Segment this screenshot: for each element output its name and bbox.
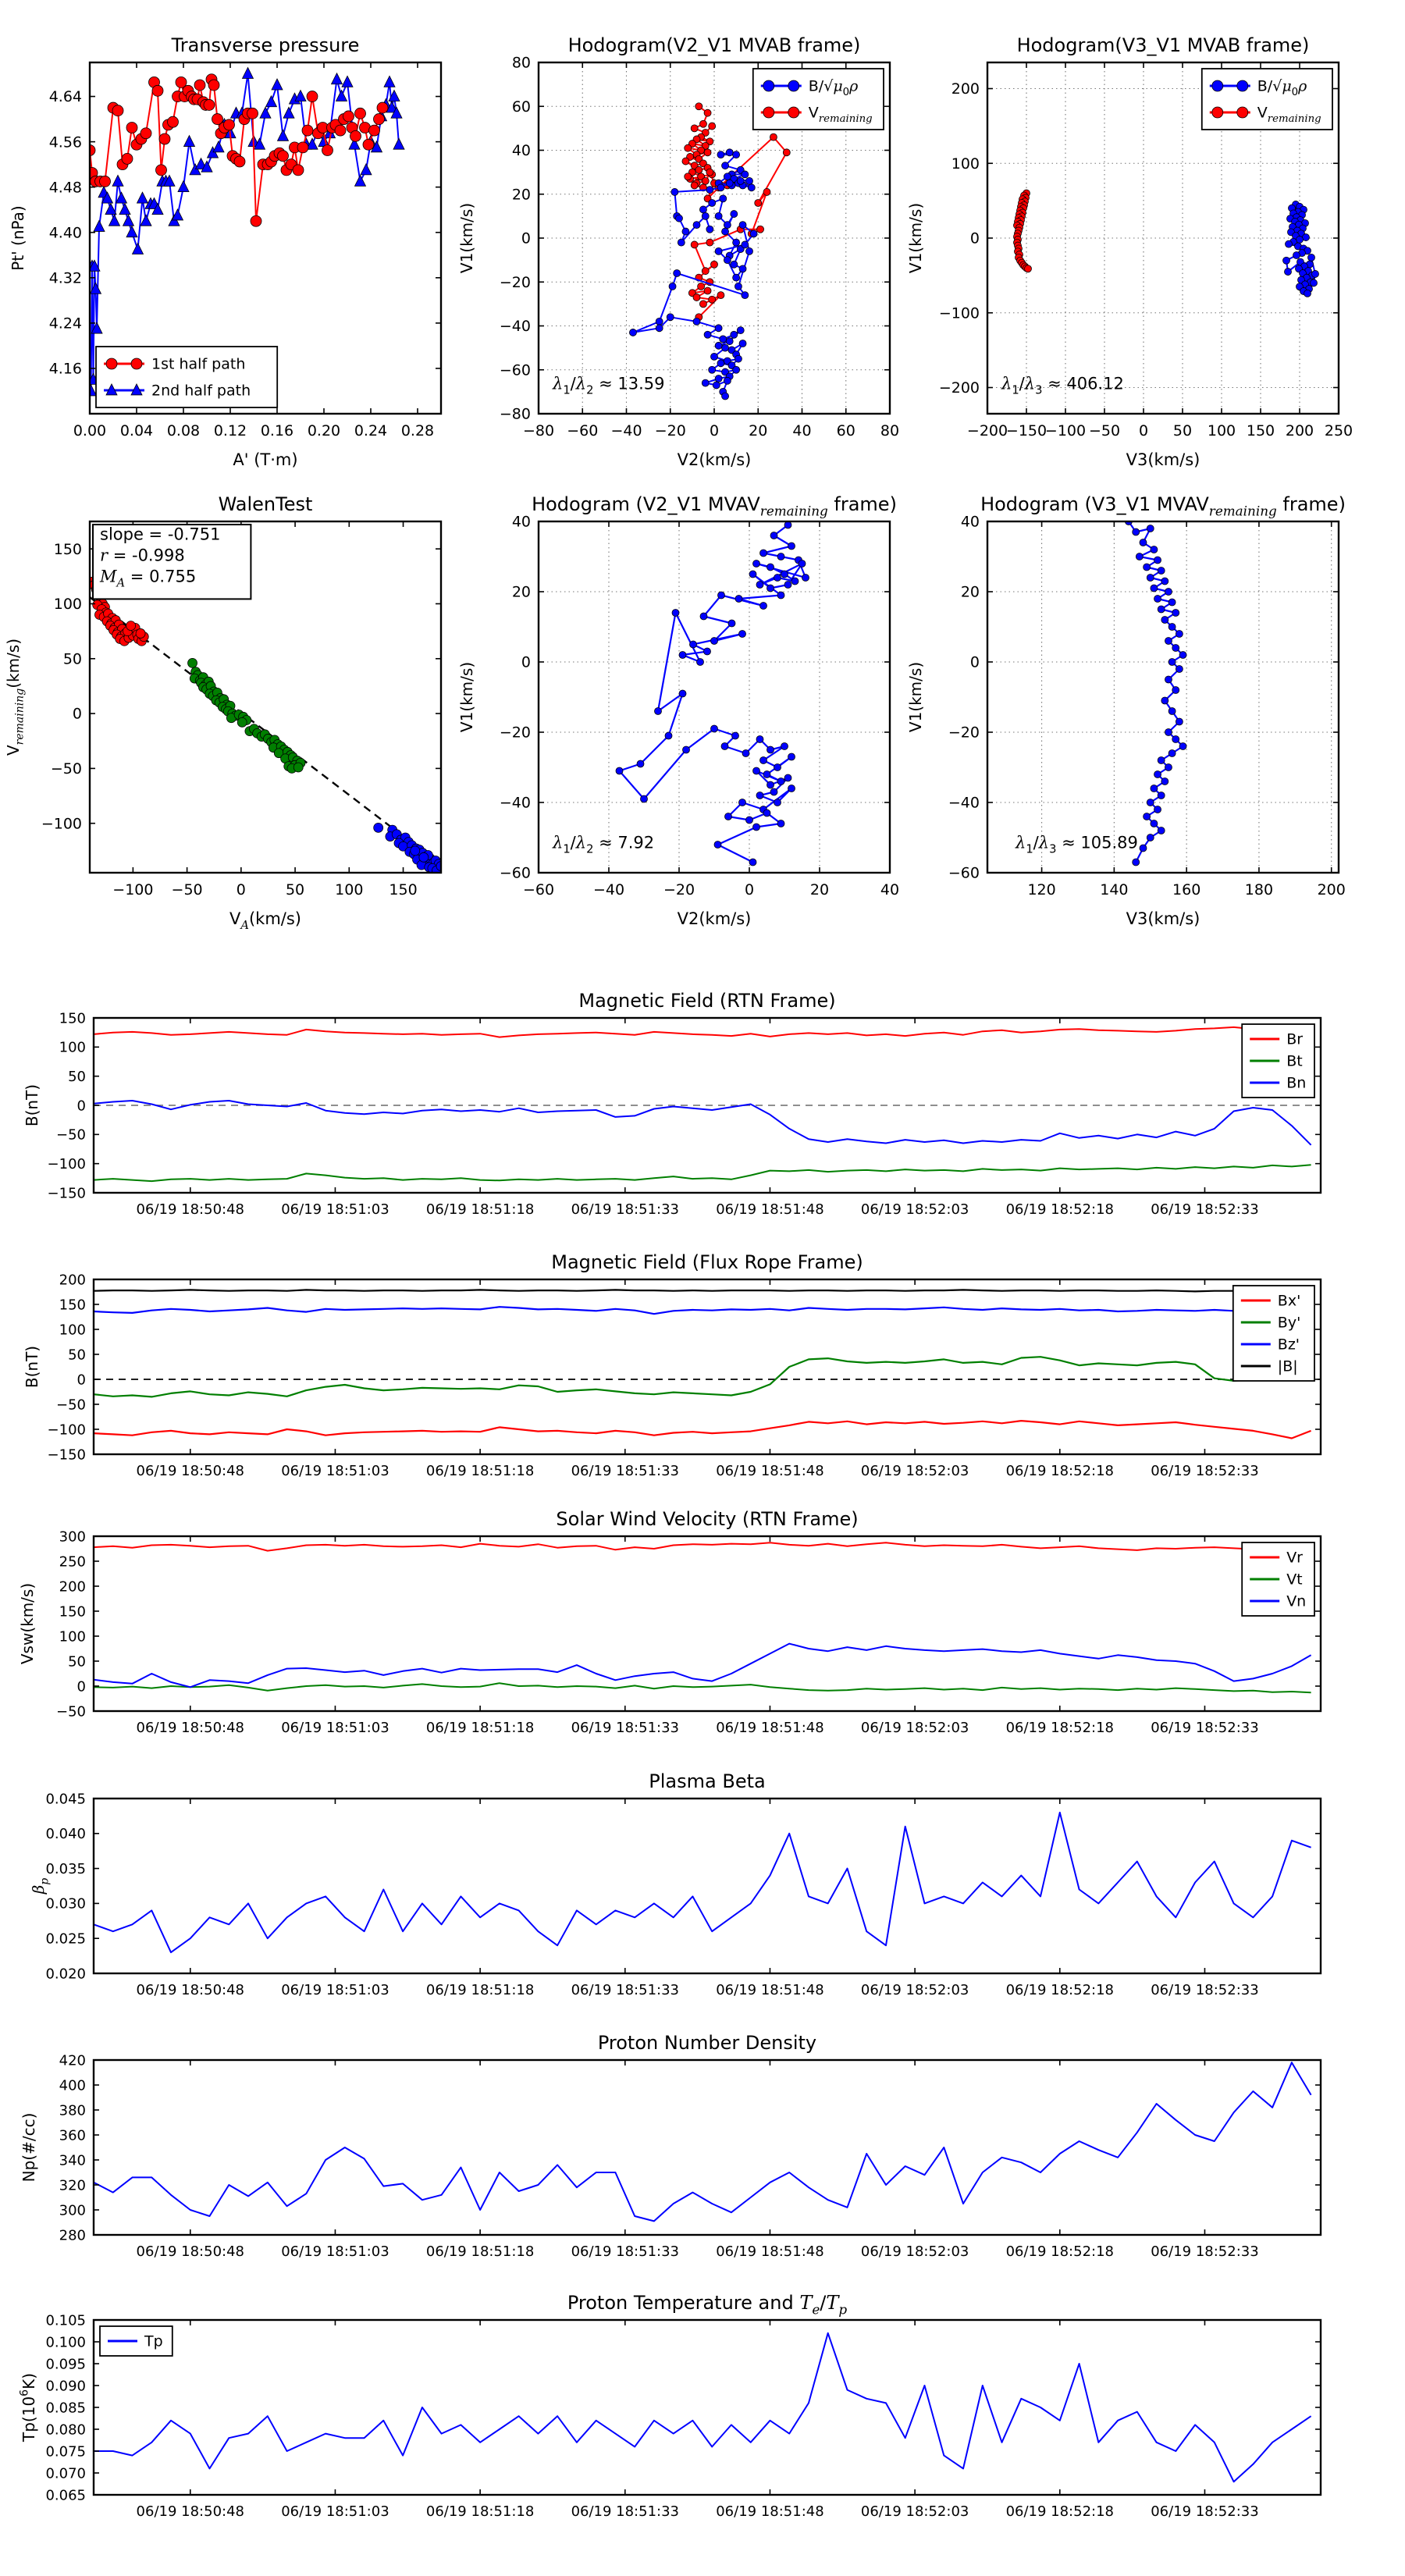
hod_b3-series-b-alfven (1283, 201, 1319, 297)
pt-ytick: 4.32 (48, 269, 82, 287)
pt-xtick: 0.24 (354, 422, 388, 439)
vsw-ytick: 100 (59, 1628, 86, 1646)
hod_v2-series-v-hodogram (616, 521, 809, 866)
hod_b3-ytick: −100 (938, 304, 980, 322)
beta-ytick: 0.025 (45, 1930, 86, 1948)
vsw-series-Vr (94, 1542, 1311, 1551)
hod_b2-svg (449, 16, 905, 519)
tp-title: Proton Temperature and $T_e/T_p$ (567, 2292, 848, 2318)
hod_b2-ylabel: V1(km/s) (457, 202, 476, 274)
b_fr-ytick: 0 (76, 1372, 86, 1389)
chart-proton-temperature (0, 2285, 1405, 2566)
vsw-xtick: 06/19 18:51:03 (281, 1720, 389, 1736)
beta-ytick: 0.020 (45, 1966, 86, 1983)
pt-ytick: 4.64 (48, 88, 82, 106)
hod_v2-title: Hodogram (V2_V1 $MVAV_{remaining}$ frame) (532, 493, 897, 519)
hod_b3-xtick: 250 (1324, 422, 1353, 439)
pt-ytick: 4.48 (48, 179, 82, 197)
hod_b3-xtick: −200 (966, 422, 1008, 439)
hod_v2-xtick: 20 (809, 881, 830, 898)
hod_v2-xtick: −20 (663, 881, 695, 898)
hod_b3-xtick: 100 (1207, 422, 1236, 439)
hod_v3-ytick: −40 (948, 794, 980, 812)
b_rtn-series-Bn (94, 1101, 1311, 1145)
b_fr-series-Bz (94, 1307, 1311, 1314)
walen-ytick: 50 (62, 650, 82, 668)
vsw-xtick: 06/19 18:52:33 (1151, 1720, 1259, 1736)
b_rtn-ytick: 50 (68, 1068, 86, 1085)
pt-ytick: 4.40 (48, 224, 82, 242)
tp-legend-label: Tp (144, 2332, 163, 2350)
walen-xtick: −50 (171, 881, 203, 898)
tp-ytick: 0.095 (45, 2356, 86, 2373)
vsw-ytick: 0 (76, 1678, 86, 1695)
chart-hodogram-v2v1-mvav (449, 475, 905, 978)
hod_v2-ytick: 0 (521, 653, 531, 671)
np-ytick: 400 (59, 2077, 86, 2094)
hod_b2-legend-label: $B/√\mu_0\rho$ (808, 77, 859, 98)
hod_b2-ytick: −40 (499, 318, 531, 336)
pt-xlabel: A' (T·m) (233, 450, 298, 469)
np-xtick: 06/19 18:51:48 (716, 2243, 824, 2260)
np-svg (0, 2025, 1405, 2286)
b_fr-ytick: −50 (56, 1397, 86, 1414)
vsw-ytick: 300 (59, 1528, 86, 1546)
b_fr-svg (0, 1244, 1405, 1506)
beta-ytick: 0.045 (45, 1791, 86, 1808)
hod_v2-ytick: 20 (511, 583, 531, 601)
chart-walen-test (0, 475, 515, 978)
beta-xtick: 06/19 18:51:48 (716, 1982, 824, 1998)
hod_b3-xtick: 150 (1246, 422, 1275, 439)
walen-ytick: −50 (50, 760, 82, 778)
hod_v2-ytick: −20 (499, 724, 531, 742)
walen-series-middle-third (188, 658, 305, 773)
hod_v3-xlabel: V3(km/s) (1126, 909, 1200, 928)
hod_b3-xtick: 0 (1138, 422, 1149, 439)
b_fr-legend-label: By' (1277, 1314, 1301, 1332)
beta-xtick: 06/19 18:52:03 (860, 1982, 969, 1998)
hod_v2-ylabel: V1(km/s) (457, 661, 476, 733)
np-series-Np (94, 2062, 1311, 2221)
walen-textbox-line: slope = -0.751 (100, 525, 221, 544)
b_rtn-xtick: 06/19 18:51:33 (571, 1201, 680, 1218)
pt-xtick: 0.16 (260, 422, 294, 439)
beta-ytick: 0.035 (45, 1860, 86, 1877)
hod_b3-xlabel: V3(km/s) (1126, 450, 1200, 469)
pt-ytick: 4.24 (48, 315, 82, 333)
hod_b3-ytick: 100 (951, 155, 980, 173)
hod_b2-xtick: 0 (709, 422, 720, 439)
hod_b3-ytick: 200 (951, 80, 980, 98)
beta-xtick: 06/19 18:51:18 (425, 1982, 535, 1998)
hod_b2-ytick: 0 (521, 229, 531, 247)
hod_b3-legend-label: $V_{remaining}$ (1257, 104, 1321, 125)
hod_b3-xtick: −100 (1044, 422, 1087, 439)
hod_b2-xtick: −60 (567, 422, 599, 439)
beta-ytick: 0.030 (45, 1895, 86, 1912)
b_rtn-ytick: −150 (47, 1185, 86, 1202)
pt-ytick: 4.56 (48, 133, 82, 151)
vsw-series-Vn (94, 1644, 1311, 1688)
b_fr-xtick: 06/19 18:51:48 (716, 1463, 824, 1479)
chart-magnetic-field-fluxrope (0, 1244, 1405, 1506)
hod_b3-ylabel: V1(km/s) (906, 202, 925, 274)
b_rtn-series-Br (94, 1027, 1311, 1037)
hod_v3-xtick: 160 (1172, 881, 1201, 898)
beta-ytick: 0.040 (45, 1826, 86, 1843)
hod_b3-xtick: −50 (1088, 422, 1121, 439)
walen-ytick: 0 (72, 705, 82, 723)
chart-magnetic-field-rtn (0, 983, 1405, 1244)
vsw-ytick: 250 (59, 1553, 86, 1571)
hod_b3-xtick: −150 (1005, 422, 1048, 439)
hod_b2-ytick: −80 (499, 405, 531, 423)
hod_b2-legend-label: $V_{remaining}$ (808, 104, 873, 125)
np-xtick: 06/19 18:52:33 (1151, 2243, 1259, 2260)
hod_b3-xtick: 50 (1172, 422, 1193, 439)
hod_b2-ytick: −60 (499, 361, 531, 379)
tp-xtick: 06/19 18:52:33 (1151, 2503, 1259, 2520)
b_fr-xtick: 06/19 18:52:18 (1005, 1463, 1115, 1479)
tp-legend (100, 2326, 173, 2356)
beta-title: Plasma Beta (649, 1770, 766, 1792)
hod_b2-xtick: −80 (522, 422, 555, 439)
hod_v2-xtick: 40 (880, 881, 900, 898)
hod_v2-ytick: −40 (499, 794, 531, 812)
hod_v2-svg (449, 475, 905, 978)
b_rtn-ytick: 150 (59, 1010, 86, 1027)
vsw-ytick: 150 (59, 1603, 86, 1621)
hod_b3-ytick: 0 (969, 229, 980, 247)
hod_v2-xlabel: V2(km/s) (677, 909, 752, 928)
pt-ytick: 4.16 (48, 360, 82, 378)
tp-svg (0, 2285, 1405, 2566)
b_fr-ytick: −150 (47, 1446, 86, 1464)
tp-ytick: 0.070 (45, 2465, 86, 2482)
b_rtn-svg (0, 983, 1405, 1244)
chart-hodogram-v3v1-mvab (898, 16, 1374, 519)
np-ylabel: Np(#/cc) (20, 2112, 38, 2183)
vsw-xtick: 06/19 18:51:48 (716, 1720, 824, 1736)
np-xtick: 06/19 18:52:18 (1005, 2243, 1115, 2260)
np-ytick: 300 (59, 2202, 86, 2219)
np-ytick: 280 (59, 2227, 86, 2244)
walen-xtick: 150 (389, 881, 418, 898)
b_fr-legend-label: Bx' (1277, 1292, 1301, 1310)
vsw-xtick: 06/19 18:52:18 (1005, 1720, 1115, 1736)
walen-textbox-line: r = -0.998 (100, 546, 185, 565)
tp-ytick: 0.090 (45, 2378, 86, 2395)
hod_v3-ytick: 20 (960, 583, 980, 601)
walen-textbox-line: $M_A = 0.755$ (100, 567, 197, 590)
pt-xtick: 0.00 (73, 422, 107, 439)
b_fr-ytick: 200 (59, 1272, 86, 1289)
hod_b2-xtick: −20 (654, 422, 686, 439)
hod_b3-legend (1202, 69, 1332, 130)
b_fr-xtick: 06/19 18:51:33 (571, 1463, 680, 1479)
np-title: Proton Number Density (597, 2032, 817, 2054)
tp-ytick: 0.085 (45, 2400, 86, 2417)
vsw-xtick: 06/19 18:51:33 (571, 1720, 680, 1736)
hod_v2-xtick: −40 (592, 881, 625, 898)
b_rtn-legend (1242, 1024, 1314, 1098)
b_fr-ytick: 150 (59, 1297, 86, 1314)
pt-legend (96, 347, 277, 407)
hod_v3-svg (898, 475, 1374, 978)
vsw-xtick: 06/19 18:50:48 (136, 1720, 244, 1736)
b_fr-series-By (94, 1357, 1311, 1397)
b_rtn-ytick: −100 (47, 1155, 86, 1172)
b_rtn-ylabel: B(nT) (23, 1083, 41, 1127)
hod_b3-xtick: 200 (1285, 422, 1314, 439)
vsw-series-Vt (94, 1683, 1311, 1692)
pt-svg (0, 16, 515, 519)
vsw-legend-label: Vt (1286, 1571, 1303, 1589)
b_rtn-ytick: −50 (56, 1126, 86, 1144)
walen-xtick: 0 (236, 881, 246, 898)
np-ytick: 360 (59, 2127, 86, 2144)
chart-plasma-beta (0, 1763, 1405, 2025)
np-xtick: 06/19 18:51:33 (571, 2243, 680, 2260)
pt-ylabel: Pt' (nPa) (9, 205, 27, 271)
np-ytick: 320 (59, 2177, 86, 2194)
b_rtn-legend-label: Bn (1286, 1074, 1307, 1092)
hod_b2-xtick: 40 (792, 422, 812, 439)
b_rtn-xtick: 06/19 18:52:18 (1005, 1201, 1115, 1218)
b_fr-legend (1233, 1286, 1314, 1381)
hod_v2-xtick: 0 (744, 881, 755, 898)
vsw-legend-label: Vn (1286, 1592, 1307, 1610)
hod_v3-ytick: 0 (969, 653, 980, 671)
beta-series-beta-p (94, 1813, 1311, 1952)
b_rtn-xtick: 06/19 18:51:48 (716, 1201, 824, 1218)
b_fr-series-Babs (94, 1290, 1311, 1291)
chart-hodogram-v2v1-mvab (449, 16, 905, 519)
b_rtn-xtick: 06/19 18:52:33 (1151, 1201, 1259, 1218)
hod_v3-xtick: 120 (1027, 881, 1056, 898)
hod_v3-ylabel: V1(km/s) (906, 661, 925, 733)
walen-xtick: 50 (285, 881, 305, 898)
beta-xtick: 06/19 18:51:33 (571, 1982, 680, 1998)
walen-series-last-third (374, 823, 446, 875)
tp-series-Tp (94, 2333, 1311, 2482)
pt-xtick: 0.20 (307, 422, 341, 439)
pt-title: Transverse pressure (171, 34, 360, 56)
hod_b2-xtick: 60 (836, 422, 855, 439)
hod_b2-annotation: $\lambda_1/\lambda_2 \approx 13.59$ (553, 374, 665, 397)
walen-xtick: 100 (335, 881, 364, 898)
tp-ytick: 0.100 (45, 2334, 86, 2351)
beta-ylabel: $\beta_p$ (29, 1877, 52, 1895)
vsw-legend (1242, 1542, 1314, 1616)
walen-ytick: −100 (41, 815, 82, 833)
vsw-ytick: 200 (59, 1578, 86, 1596)
vsw-title: Solar Wind Velocity (RTN Frame) (556, 1508, 859, 1530)
b_fr-xtick: 06/19 18:51:03 (281, 1463, 389, 1479)
b_rtn-xtick: 06/19 18:50:48 (136, 1201, 244, 1218)
b_fr-xtick: 06/19 18:51:18 (425, 1463, 535, 1479)
hod_b2-xtick: −40 (610, 422, 642, 439)
hod_v2-ytick: 40 (511, 513, 531, 531)
hod_b2-xlabel: V2(km/s) (677, 450, 752, 469)
b_fr-xtick: 06/19 18:52:33 (1151, 1463, 1259, 1479)
hod_b2-xtick: 80 (880, 422, 900, 439)
np-xtick: 06/19 18:52:03 (860, 2243, 969, 2260)
vsw-xtick: 06/19 18:52:03 (860, 1720, 969, 1736)
vsw-ytick: 50 (68, 1653, 86, 1670)
tp-xtick: 06/19 18:50:48 (136, 2503, 244, 2520)
b_rtn-xtick: 06/19 18:51:18 (425, 1201, 535, 1218)
vsw-legend-label: Vr (1286, 1549, 1304, 1567)
np-xtick: 06/19 18:51:18 (425, 2243, 535, 2260)
hod_b2-ytick: −20 (499, 273, 531, 291)
np-xtick: 06/19 18:51:03 (281, 2243, 389, 2260)
beta-svg (0, 1763, 1405, 2025)
walen-svg (0, 475, 515, 978)
beta-xtick: 06/19 18:52:18 (1005, 1982, 1115, 1998)
walen-title: WalenTest (218, 493, 313, 515)
b_fr-series-Bx (94, 1421, 1311, 1438)
hod_v3-title: Hodogram (V3_V1 $MVAV_{remaining}$ frame) (980, 493, 1346, 519)
np-xtick: 06/19 18:50:48 (136, 2243, 244, 2260)
pt-legend-label: 2nd half path (151, 382, 251, 400)
pt-xtick: 0.12 (213, 422, 247, 439)
hod_v2-xtick: −60 (522, 881, 555, 898)
beta-xtick: 06/19 18:51:03 (281, 1982, 389, 1998)
tp-ytick: 0.105 (45, 2312, 86, 2329)
b_fr-legend-label: Bz' (1277, 1336, 1300, 1354)
pt-legend-label: 1st half path (151, 355, 246, 373)
hod_v3-ytick: −60 (948, 864, 980, 882)
vsw-svg (0, 1501, 1405, 1763)
hod_v3-ytick: −20 (948, 724, 980, 742)
b_fr-ylabel: B(nT) (23, 1345, 41, 1389)
hod_v2-ytick: −60 (499, 864, 531, 882)
pt-xtick: 0.04 (119, 422, 154, 439)
b_rtn-xtick: 06/19 18:51:03 (281, 1201, 389, 1218)
pt-xtick: 0.28 (400, 422, 435, 439)
hod_v3-xtick: 200 (1317, 881, 1346, 898)
tp-xtick: 06/19 18:52:18 (1005, 2503, 1115, 2520)
walen-ytick: 150 (53, 540, 82, 558)
tp-xtick: 06/19 18:52:03 (860, 2503, 969, 2520)
hod_v3-xtick: 140 (1100, 881, 1129, 898)
hod_b2-title: Hodogram(V2_V1 MVAB frame) (567, 34, 861, 56)
hod_b2-ytick: 80 (511, 54, 531, 72)
tp-xtick: 06/19 18:51:48 (716, 2503, 824, 2520)
b_rtn-xtick: 06/19 18:52:03 (860, 1201, 969, 1218)
walen-xlabel: $V_A(km/s)$ (229, 909, 302, 932)
walen-xtick: −100 (112, 881, 154, 898)
b_fr-legend-label: |B| (1277, 1357, 1298, 1375)
hod_b2-ytick: 20 (511, 186, 531, 204)
b_fr-ytick: 100 (59, 1322, 86, 1339)
tp-xtick: 06/19 18:51:03 (281, 2503, 389, 2520)
hod_b3-svg (898, 16, 1374, 519)
hod_b2-ytick: 40 (511, 142, 531, 160)
walen-ylabel: $V_{remaining}(km/s)$ (4, 638, 27, 756)
hod_v2-annotation: $\lambda_1/\lambda_2 \approx 7.92$ (553, 833, 655, 856)
hod_b3-annotation: $\lambda_1/\lambda_3 \approx 406.12$ (1001, 374, 1124, 397)
b_rtn-title: Magnetic Field (RTN Frame) (578, 990, 836, 1012)
hod_v3-xtick: 180 (1244, 881, 1274, 898)
beta-xtick: 06/19 18:50:48 (136, 1982, 244, 1998)
beta-xtick: 06/19 18:52:33 (1151, 1982, 1259, 1998)
np-ytick: 340 (59, 2152, 86, 2169)
b_rtn-legend-label: Bt (1286, 1052, 1303, 1070)
hod_b2-xtick: 20 (749, 422, 768, 439)
chart-transverse-pressure (0, 16, 515, 519)
hod_v3-annotation: $\lambda_1/\lambda_3 \approx 105.89$ (1016, 833, 1138, 856)
tp-ylabel: $Tp(10^6K)$ (18, 2372, 38, 2443)
b_rtn-ytick: 100 (59, 1039, 86, 1056)
hod_b3-series-v-remaining (1014, 190, 1032, 272)
vsw-xtick: 06/19 18:51:18 (425, 1720, 535, 1736)
tp-ytick: 0.075 (45, 2443, 86, 2460)
chart-solar-wind-velocity (0, 1501, 1405, 1763)
chart-proton-number-density (0, 2025, 1405, 2286)
b_rtn-legend-label: Br (1286, 1030, 1304, 1048)
b_rtn-series-Bt (94, 1165, 1311, 1181)
np-ytick: 380 (59, 2102, 86, 2119)
vsw-ylabel: Vsw(km/s) (18, 1582, 37, 1665)
hod_b2-legend (753, 69, 884, 130)
chart-hodogram-v3v1-mvav (898, 475, 1374, 978)
b_fr-xtick: 06/19 18:50:48 (136, 1463, 244, 1479)
pt-xtick: 0.08 (166, 422, 201, 439)
tp-xtick: 06/19 18:51:33 (571, 2503, 680, 2520)
tp-ytick: 0.065 (45, 2487, 86, 2504)
b_fr-ytick: −100 (47, 1421, 86, 1439)
b_rtn-ytick: 0 (76, 1098, 86, 1115)
tp-xtick: 06/19 18:51:18 (425, 2503, 535, 2520)
b_fr-ytick: 50 (68, 1347, 86, 1364)
np-ytick: 420 (59, 2052, 86, 2069)
hod_b2-ytick: 60 (511, 98, 531, 116)
hod_b3-ytick: −200 (938, 379, 980, 397)
hod_b3-legend-label: $B/√\mu_0\rho$ (1257, 77, 1307, 98)
hod_v3-ytick: 40 (960, 513, 980, 531)
b_fr-title: Magnetic Field (Flux Rope Frame) (551, 1251, 863, 1273)
hod_b3-title: Hodogram(V3_V1 MVAB frame) (1016, 34, 1310, 56)
tp-ytick: 0.080 (45, 2421, 86, 2439)
vsw-ytick: −50 (56, 1703, 86, 1720)
b_fr-xtick: 06/19 18:52:03 (860, 1463, 969, 1479)
hod_v3-series-v-hodogram (1125, 518, 1186, 866)
walen-ytick: 100 (53, 596, 82, 614)
